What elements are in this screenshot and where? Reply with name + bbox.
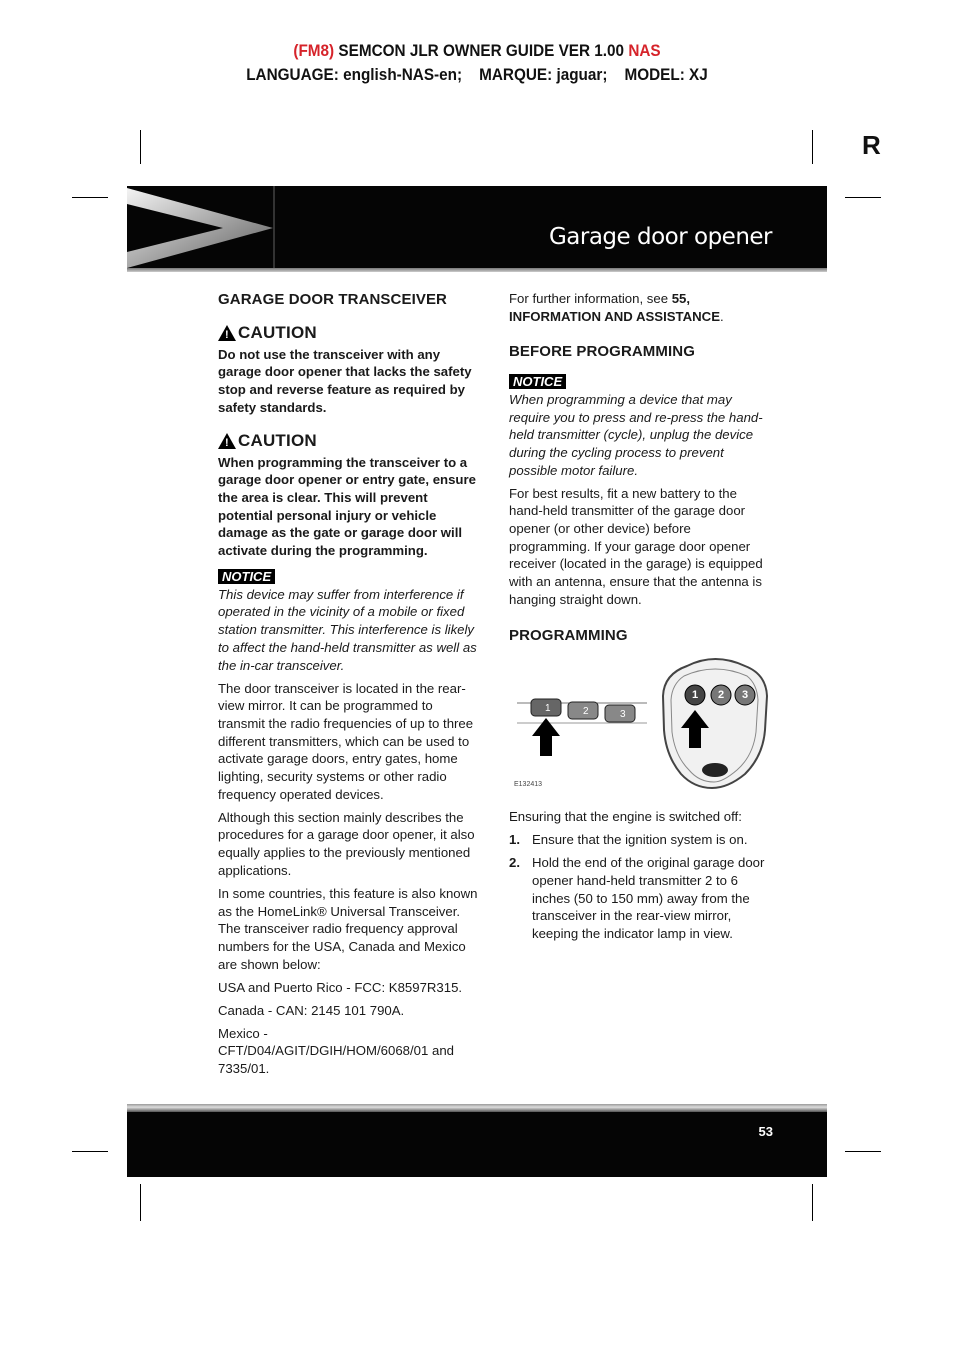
paragraph: In some countries, this feature is also known as the HomeLink® Universal Transceiver. The transceiver radio frequency approval numbers for the USA, Canada and Mexico are shown below: — [218, 885, 478, 972]
notice-text: When programming a device that may require you to press and re-press the hand-held transmitter (cycle), unplug the device during the cycling process to prevent possible motor failure. — [509, 391, 763, 478]
further-info-prefix: For further information, see — [509, 291, 672, 306]
right-column — [509, 290, 771, 948]
caution-label — [218, 323, 480, 343]
page-number: 53 — [758, 1124, 773, 1139]
remote-button-label: 3 — [742, 689, 749, 702]
crop-mark — [72, 197, 108, 198]
warning-icon — [218, 325, 236, 341]
caution-text: Do not use the transceiver with any garage door opener that lacks the safety stop and reverse feature as required by safety standards. — [218, 346, 472, 415]
notice-text: This device may suffer from interference if operated in the vicinity of a mobile or fixed station transmitter. This interference is likely to affect the hand-held transmitter as well as the in-car transceiver. — [218, 586, 477, 673]
crop-mark — [812, 1184, 813, 1221]
warning-icon — [218, 433, 236, 449]
step-item — [509, 854, 771, 943]
banner-divider — [273, 186, 275, 268]
mirror-button-label: 1 — [545, 703, 551, 715]
step-item — [509, 831, 771, 849]
remote-button-label: 2 — [718, 689, 725, 702]
edge-marker: R — [862, 130, 881, 160]
paragraph: Although this section mainly describes the procedures for a garage door opener, it also equally applies to the previously mentioned applications. — [218, 809, 475, 878]
crop-mark — [72, 1151, 108, 1152]
further-info — [509, 290, 771, 325]
banner-stripe — [127, 268, 827, 272]
remote-button-label: 1 — [692, 689, 699, 702]
step-number: 2. — [509, 855, 520, 871]
caution-word: CAUTION — [238, 430, 317, 450]
left-column — [218, 291, 480, 1083]
programming-figure — [509, 652, 771, 792]
header-code: (FM8) — [293, 41, 335, 60]
banner-title: Garage door opener — [548, 224, 772, 250]
crop-mark — [812, 130, 813, 164]
section-heading: GARAGE DOOR TRANSCEIVER — [218, 291, 447, 308]
step-text: Hold the end of the original garage door opener hand-held transmitter 2 to 6 inches (50 to 150 mm) away from the transceiver in the rear-view mirror, keeping the indicator lamp in view. — [532, 855, 765, 942]
section-heading: BEFORE PROGRAMMING — [509, 343, 695, 361]
steps-intro: Ensuring that the engine is switched off: — [509, 809, 742, 825]
notice-label: NOTICE — [509, 374, 566, 389]
footer-stripe — [127, 1104, 827, 1112]
section-heading: PROGRAMMING — [509, 626, 628, 644]
crop-mark — [845, 1151, 881, 1152]
paragraph: For best results, fit a new battery to the hand-held transmitter of the garage door opener (or other device) before programming. If your garage door opener receiver (located in the garage) is equipped with an antenna, ensure that the antenna is hanging straight down. — [509, 485, 763, 607]
mirror-button-label: 3 — [620, 709, 626, 721]
mirror-button-label: 2 — [583, 706, 589, 718]
approval-mexico: Mexico - CFT/D04/AGIT/DGIH/HOM/6068/01 and 7335/01. — [218, 1025, 454, 1077]
caution-text: When programming the transceiver to a garage door opener or entry gate, ensure the area is clear. This will prevent potential personal injury or vehicle damage as the gate or garage door will activate during the programming. — [218, 454, 476, 559]
crop-mark — [845, 197, 881, 198]
approval-usa: USA and Puerto Rico - FCC: K8597R315. — [218, 979, 463, 995]
header-title: SEMCON JLR OWNER GUIDE VER 1.00 — [338, 41, 625, 60]
figure-illustration — [509, 652, 771, 792]
document-header-line1 — [48, 41, 907, 61]
approval-canada: Canada - CAN: 2145 101 790A. — [218, 1002, 405, 1018]
notice-label: NOTICE — [218, 569, 275, 584]
crop-mark — [140, 1184, 141, 1221]
step-text: Ensure that the ignition system is on. — [532, 832, 748, 848]
section-banner — [127, 186, 827, 272]
paragraph: The door transceiver is located in the rear-view mirror. It can be programmed to transmit the radio frequencies of up to three different transmitters, which can be used to activate garage doors, entry gates, home lighting, security systems or other radio frequency operated devices. — [218, 680, 474, 802]
crop-mark — [140, 130, 141, 164]
figure-code: E132413 — [514, 781, 543, 789]
chevron-graphic — [127, 186, 277, 268]
further-info-suffix: . — [720, 308, 724, 324]
header-market: NAS — [628, 41, 661, 60]
caution-word: CAUTION — [238, 322, 317, 342]
document-header-line2: LANGUAGE: english-NAS-en; MARQUE: jaguar; MODEL: XJ — [246, 65, 708, 84]
page-footer — [127, 1104, 827, 1177]
caution-label — [218, 431, 480, 451]
cross-reference-link[interactable]: 55, INFORMATION AND ASSISTANCE — [509, 291, 720, 324]
step-number: 1. — [509, 832, 520, 848]
